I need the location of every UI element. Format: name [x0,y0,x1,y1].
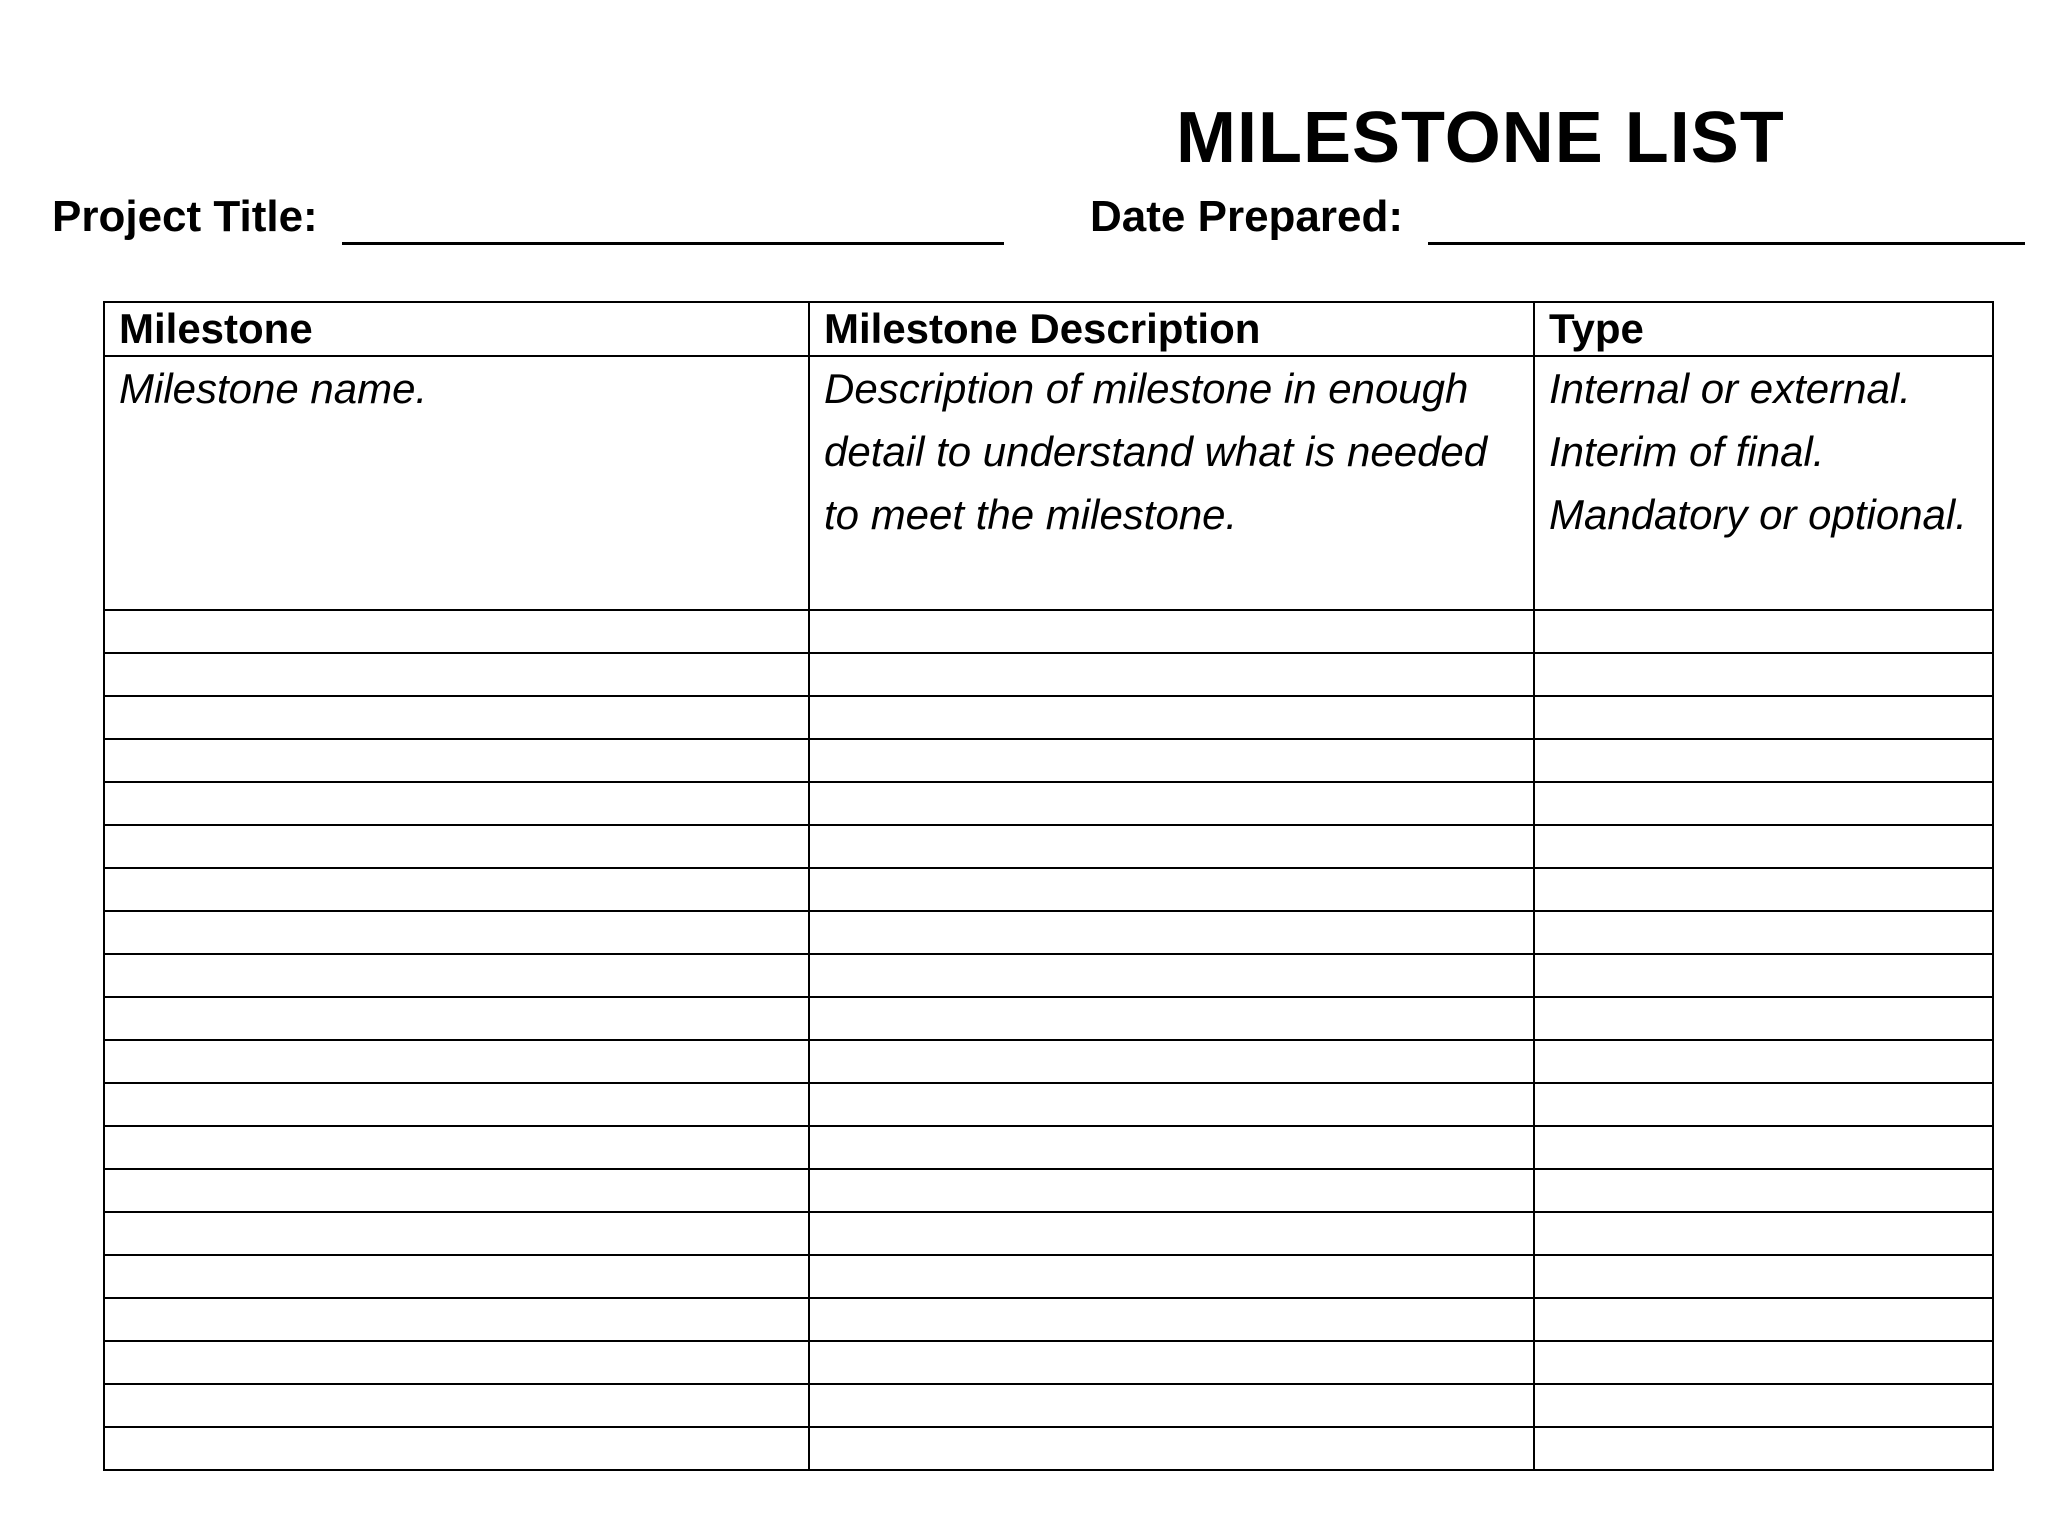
table-row [104,782,1993,825]
table-cell-type[interactable] [1534,954,1993,997]
table-cell-type[interactable] [1534,653,1993,696]
column-header-type: Type [1534,302,1993,356]
table-row [104,696,1993,739]
table-cell-milestone[interactable] [104,696,809,739]
date-prepared-label: Date Prepared: [1090,192,1404,241]
table-cell-milestone[interactable] [104,1083,809,1126]
table-cell-description[interactable] [809,1169,1534,1212]
table-cell-type[interactable] [1534,1298,1993,1341]
table-cell-description[interactable] [809,825,1534,868]
table-row [104,1341,1993,1384]
table-cell-type[interactable] [1534,739,1993,782]
table-cell-type[interactable] [1534,911,1993,954]
table-cell-milestone[interactable] [104,1298,809,1341]
table-cell-description[interactable] [809,1126,1534,1169]
table-cell-type[interactable] [1534,782,1993,825]
table-cell-milestone[interactable] [104,1427,809,1470]
table-cell-milestone[interactable] [104,911,809,954]
table-cell-description[interactable] [809,1384,1534,1427]
table-cell-type[interactable] [1534,868,1993,911]
table-cell-description[interactable] [809,997,1534,1040]
table-cell-milestone[interactable] [104,1255,809,1298]
instruction-milestone: Milestone name. [104,356,809,610]
table-cell-milestone[interactable] [104,610,809,653]
table-cell-description[interactable] [809,954,1534,997]
table-cell-type[interactable] [1534,610,1993,653]
table-row [104,1255,1993,1298]
table-cell-milestone[interactable] [104,997,809,1040]
table-cell-type[interactable] [1534,1040,1993,1083]
table-row [104,997,1993,1040]
table-cell-type[interactable] [1534,825,1993,868]
milestone-table [103,301,1994,1471]
table-cell-milestone[interactable] [104,1040,809,1083]
table-cell-description[interactable] [809,1255,1534,1298]
date-prepared-field[interactable] [1428,242,2025,245]
table-cell-milestone[interactable] [104,653,809,696]
table-row [104,739,1993,782]
table-cell-type[interactable] [1534,1384,1993,1427]
table-row [104,653,1993,696]
page-title: MILESTONE LIST [1176,98,1785,178]
table-row [104,610,1993,653]
table-cell-description[interactable] [809,653,1534,696]
table-row [104,825,1993,868]
table-cell-type[interactable] [1534,1255,1993,1298]
table-cell-type[interactable] [1534,1083,1993,1126]
instruction-row [104,356,1993,610]
table-cell-type[interactable] [1534,1212,1993,1255]
table-row [104,868,1993,911]
table-cell-description[interactable] [809,1298,1534,1341]
table-cell-description[interactable] [809,782,1534,825]
table-row [104,1040,1993,1083]
column-header-milestone: Milestone [104,302,809,356]
table-cell-description[interactable] [809,1341,1534,1384]
table-cell-type[interactable] [1534,997,1993,1040]
table-row [104,954,1993,997]
table-cell-type[interactable] [1534,1126,1993,1169]
table-cell-description[interactable] [809,1083,1534,1126]
table-row [104,1169,1993,1212]
instruction-type: Internal or external. Interim of final. Mandatory or optional. [1534,356,1993,610]
project-title-label: Project Title: [52,192,318,241]
table-cell-milestone[interactable] [104,1341,809,1384]
table-cell-milestone[interactable] [104,782,809,825]
table-row [104,1384,1993,1427]
table-row [104,1083,1993,1126]
table-cell-description[interactable] [809,610,1534,653]
table-cell-milestone[interactable] [104,1126,809,1169]
table-cell-type[interactable] [1534,1341,1993,1384]
table-cell-milestone[interactable] [104,1212,809,1255]
table-cell-milestone[interactable] [104,954,809,997]
table-cell-type[interactable] [1534,1427,1993,1470]
table-cell-description[interactable] [809,1040,1534,1083]
table-header-row [104,302,1993,356]
table-cell-milestone[interactable] [104,1169,809,1212]
table-cell-description[interactable] [809,1427,1534,1470]
column-header-description: Milestone Description [809,302,1534,356]
table-cell-description[interactable] [809,696,1534,739]
table-cell-description[interactable] [809,739,1534,782]
table-row [104,1298,1993,1341]
table-cell-description[interactable] [809,911,1534,954]
table-row [104,1212,1993,1255]
table-cell-type[interactable] [1534,696,1993,739]
table-cell-milestone[interactable] [104,1384,809,1427]
table-cell-description[interactable] [809,868,1534,911]
table-cell-description[interactable] [809,1212,1534,1255]
table-cell-milestone[interactable] [104,825,809,868]
table-row [104,911,1993,954]
table-row [104,1126,1993,1169]
table-cell-milestone[interactable] [104,739,809,782]
table-row [104,1427,1993,1470]
instruction-description: Description of milestone in enough detail to understand what is needed to meet the milestone. [809,356,1534,610]
table-cell-milestone[interactable] [104,868,809,911]
table-cell-type[interactable] [1534,1169,1993,1212]
project-title-field[interactable] [342,242,1004,245]
